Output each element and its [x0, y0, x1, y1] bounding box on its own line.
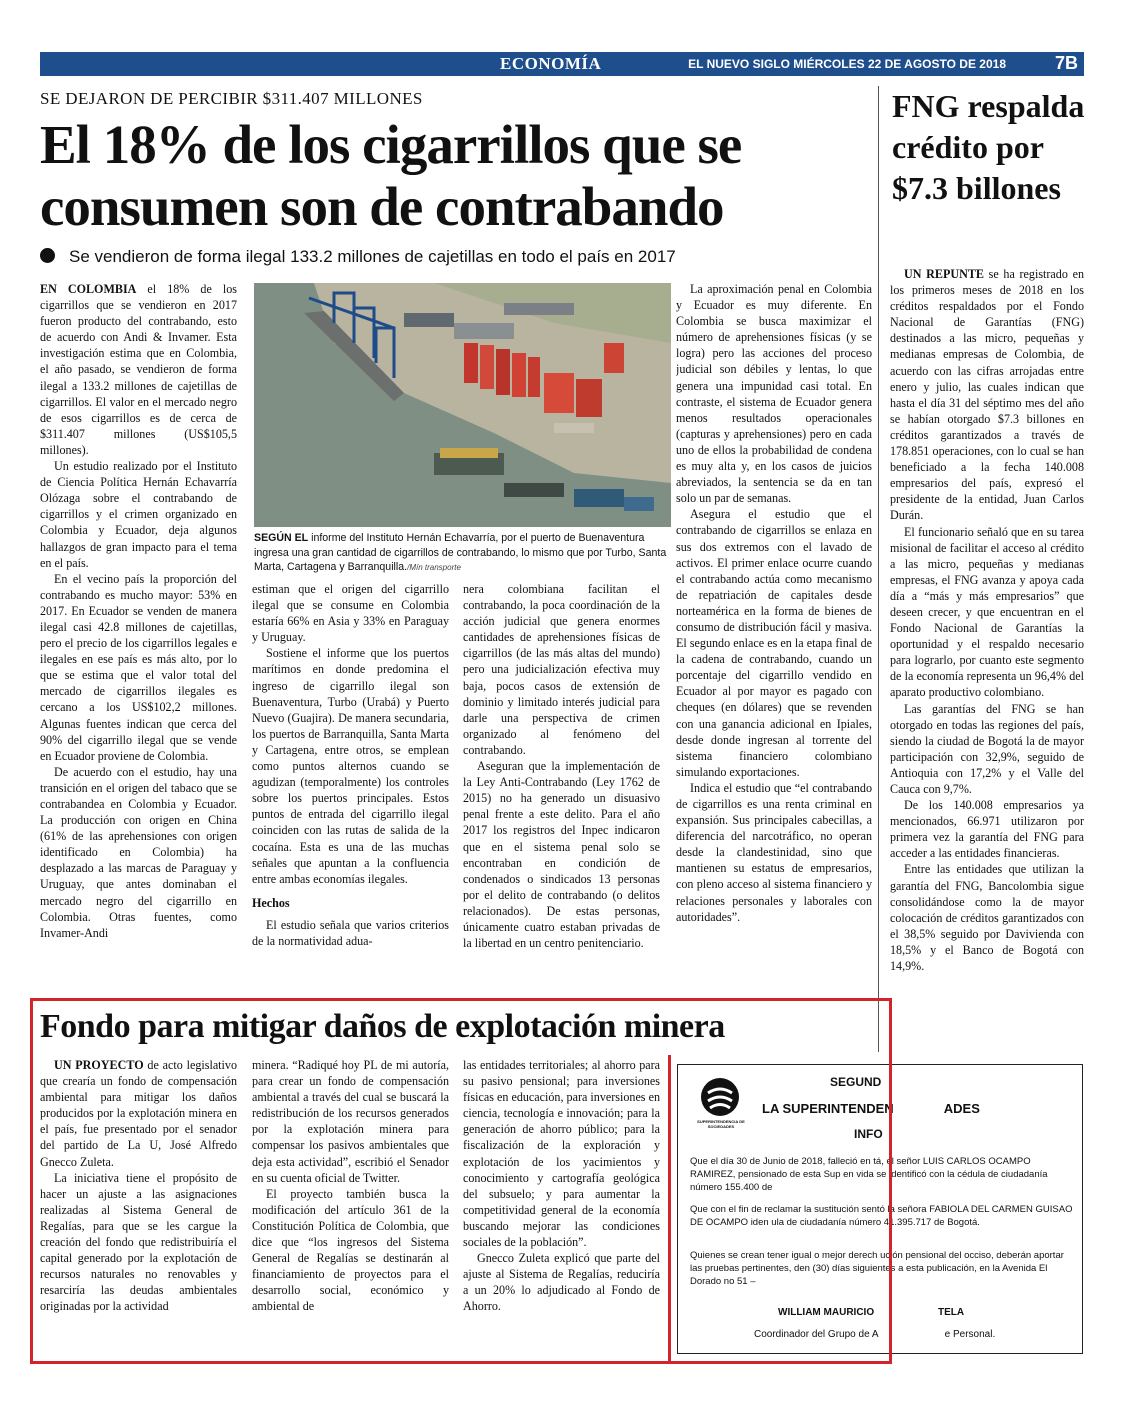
bullet-icon	[40, 248, 55, 263]
lead-in: EN COLOMBIA	[40, 282, 137, 296]
logo-text: SUPERINTENDENCIA DE SOCIEDADES	[697, 1119, 745, 1129]
article-column-1: EN COLOMBIA el 18% de los cigarrillos que se vendieron en 2017 fueron producto del contrabando, esto de acuerdo con Andi & Invamer. Esta investigación estima que en Colombia, el año pasado, se vendieron de forma ilegal a 133.2 millones de cajetillas de cigarrillos. El valor en el mercado negro de esos cigarrillos es de cerca de $311.407 millones (US$105,5 millones). Un estudio realizado por el Instituto de Ciencia Política Hernán Echavarría Olózaga sobre el contrabando de cigarrillos y el crimen organizado en Colombia y Ecuador, deja algunos hallazgos de gran impacto para el tema en el país. En el vecino país la proporción del contrabando es mucho mayor: 53% en 2017. En Ecuador se venden de manera ilegal casi 42.8 millones de cajetillas, pero el precio de los cigarrillos legales e ilegales en ese país es más alto, por lo que se estima que el valor total del mercado de cigarrillos ilegales es cercano a los US$102,2 millones. Algunas fuentes indican que cerca del 90% del cigarrillo ilegal que se vende en Ecuador proviene de Colombia. De acuerdo con el estudio, hay una transición en el origen del tabaco que se contrabandea en Colombia y Ecuador. La producción con origen en China (61% de las aprehensiones con origen identificado en Colombia) ha desplazado a las marcas de Paraguay y Uruguay, que antes dominaban el mercado negro del cigarrillo en Colombia. Otras fuentes, como Invamer-Andi	[40, 282, 237, 940]
ad-signature: WILLIAM MAURICIO TELA	[778, 1307, 965, 1318]
ad-line-3: INFO	[854, 1127, 883, 1141]
subsection-title: Hechos	[252, 895, 290, 910]
sidebar-headline: FNG respalda crédito por $7.3 billones	[892, 88, 1085, 206]
subhead	[40, 247, 676, 267]
ad-paragraph-3: Quienes se crean tener igual o mejor derech ución pensional del occiso, deberán aportar las pruebas pertinentes, den (30) días siguientes a esta publicación, en la Avenida El Dorado no 51 –	[690, 1250, 1064, 1287]
highlight-box-inner-edge	[668, 1055, 892, 1364]
caption-lead: SEGÚN EL	[254, 532, 309, 544]
photo-credit: /Mín transporte	[407, 563, 461, 573]
ad-line-1: SEGUND	[830, 1075, 882, 1089]
ad-line-2: LA SUPERINTENDEN ADES	[762, 1101, 980, 1116]
port-photo	[254, 283, 671, 527]
fondo-column-2: minera. “Radiqué hoy PL de mi autoría, para crear un fondo de compensación ambiental a través del cual se buscará la redistribución de los recursos generados por la explotación minera para compensar los pasivos ambientales que deja esta actividad”, escribió el Senador en su cuenta oficial de Twitter. El proyecto también busca la modificación del artículo 361 de la Constitución Política de Colombia, que dice que “los ingresos del Sistema General de Regalías se destinarán al financiamiento de proyectos para el desarrollo social, económico y ambiental de	[252, 1058, 449, 1314]
fondo-lead-in: UN PROYECTO	[54, 1058, 144, 1072]
fondo-column-1: UN PROYECTO de acto legislativo que crearía un fondo de compensación ambiental para mitigar los daños producidos por la explotación minera en el país, fue presentado por el senador del partido de La U, José Alfredo Gnecco Zuleta. La iniciativa tiene el propósito de hacer un ajuste a las asignaciones realizadas al Sistema General de Regalías, para que se les cargue la creación del fondo que redistribuiría el capital generado por la explotación de recursos naturales no renovables y resarciría las deudas ambientales originadas por la actividad	[40, 1058, 237, 1314]
article-column-3: nera colombiana facilitan el contrabando, la poca coordinación de la acción judicial que genera enormes cantidades de aprehensiones físicas de cigarrillos (de las más altas del mundo) pero una judicialización efectiva muy baja, pocos casos de extensión de dominio y limitado interés judicial para darle una perspectiva de crimen organizado al fenómeno del contrabando. Aseguran que la implementación de la Ley Anti-Contrabando (Ley 1762 de 2015) no ha generado un disuasivo penal frente a este delito. Para el año 2017 los registros del Inpec indicaron que en el sistema penal solo se encontraban en condición de condenados o sindicados 13 personas por el delito de contrabando (o delitos relacionados). De estas personas, únicamente cuatro estaban privadas de la libertad en un centro penitenciario.	[463, 582, 660, 951]
ad-paragraph-2: Que con el fin de reclamar la sustitución sentó la señora FABIOLA DEL CARMEN GUISAO DE OCAMPO iden ula de ciudadanía número 41.395.717 de Bogotá.	[690, 1204, 1073, 1228]
subhead-text: Se vendieron de forma ilegal 133.2 millones de cajetillas en todo el país en 2017	[69, 247, 676, 266]
sidebar-article: UN REPUNTE se ha registrado en los primeros meses de 2018 en los créditos respaldados por el Fondo Nacional de Garantías (FNG) destinados a las micro, pequeñas y medianas empresas de Colombia, de acuerdo con las cifras arrojadas entre enero y julio, las cuales indican que hasta el día 31 del séptimo mes del año se habían otorgado $7.3 billones en créditos garantizados a través de 178.851 operaciones, con lo cual se han beneficiado a la fecha 140.008 empresarios del país, expresó el presidente de la entidad, Juan Carlos Durán. El funcionario señaló que en su tarea misional de facilitar el acceso al crédito a las micro, pequeñas y medianas empresas, el FNG avanza y apoya cada día a “más y más empresarios” que deseen crecer, y que encuentran en el Fondo Nacional de Garantías la oportunidad y el respaldo necesario para lograrlo, por cuanto este segmento de la economía representa un 96,4% del aparato productivo colombiano. Las garantías del FNG se han otorgado en todas las regiones del país, siendo la ciudad de Bogotá la de mayor participación con 32,9%, seguido de Antioquia con 17,2% y el Valle del Cauca con 9,7%. De los 140.008 empresarios ya mencionados, 66.971 utilizaron por primera vez la garantía del FNG para acceder a las entidades financieras. Entre las entidades que utilizan la garantía del FNG, Bancolombia sigue consolidándose como la de mayor colocación de créditos garantizados con el 38,5% seguido por Davivienda con 18,5% y el Banco de Bogotá con 14,9%.	[890, 267, 1084, 974]
masthead-bar	[40, 52, 1084, 76]
section-name: ECONOMÍA	[500, 54, 602, 73]
ad-signature-role: Coordinador del Grupo de A e Personal.	[754, 1329, 996, 1340]
fondo-headline: Fondo para mitigar daños de explotación minera	[40, 1008, 725, 1045]
kicker: SE DEJARON DE PERCIBIR $311.407 MILLONES	[40, 89, 423, 108]
fondo-column-3: las entidades territoriales; al ahorro para su pasivo pensional; para inversiones físicas en educación, para inversiones en ciencia, tecnología e innovación; para la generación de ahorro público; para la fiscalización de la exploración y explotación de los yacimientos y conocimiento y cartografía geológica del subsuelo; y para aumentar la competitividad general de la economía buscando mejorar las condiciones sociales de la población”. Gnecco Zuleta explicó que parte del ajuste al Sistema de Regalías, reduciría a un 20% lo adjudicado al Fondo de Ahorro.	[463, 1058, 660, 1314]
column-divider	[878, 86, 879, 1052]
page-number: 7B	[1054, 53, 1078, 73]
main-headline: El 18% de los cigarrillos que se consumen son de contrabando	[40, 114, 742, 237]
article-column-2: estiman que el origen del cigarrillo ilegal que se consume en Colombia estaría 66% en Asia y 33% en Paraguay y Uruguay. Sostiene el informe que los puertos marítimos en donde predomina el ingreso de cigarrillo ilegal son Buenaventura, Turbo (Urabá) y Puerto Nuevo (Guajira). De manera secundaria, los puertos de Barranquilla, Santa Marta y Cartagena, entre otros, se emplean como puntos alternos cuando se agudizan (temporalmente) los controles sobre los puertos principales. Estos puntos de entrada del cigarrillo ilegal coinciden con las rutas de salida de la cocaína. Esta es una de las muchas señales que apuntan a la confluencia entre ambas economías ilegales. Hechos El estudio señala que varios criterios de la normatividad adua-	[252, 582, 449, 948]
issue-date: EL NUEVO SIGLO MIÉRCOLES 22 DE AGOSTO DE 2018	[688, 57, 1006, 71]
article-column-4: La aproximación penal en Colombia y Ecuador es muy diferente. En Colombia se busca maximizar el número de aprehensiones físicas (y se logra) pero las acciones del proceso judicial son débiles y lentas, lo que genera una impunidad casi total. En contraste, el sistema de Ecuador genera menos resultados operacionales (capturas y aprehensiones) pero en cada uno de ellos la probabilidad de condena es muy alta y, en los casos de juicios abreviados, la sentencia se da en tan solo un par de semanas. Asegura el estudio que el contrabando de cigarrillos se enlaza en sus dos extremos con el lavado de activos. El primer enlace ocurre cuando el contrabando actúa como mecanismo de repatriación de capitales desde norteamérica en la forma de bienes de consumo de distribución fácil y masiva. El segundo enlace es en la etapa final de la cadena de contrabando, cuando un porcentaje del cigarrillo vendido en Ecuador al por mayor es pagado con cheques (en dólares) que se revenden con una ganancia adicional en Ipiales, desde donde ingresan al torrente del sistema financiero colombiano simulando exportaciones. Indica el estudio que “el contrabando de cigarrillos es una renta criminal en expansión. Sus principales cabecillas, a diferencia del narcotráfico, no operan desde la clandestinidad, sino que mantienen su estatus de empresarios, con pleno acceso al sistema financiero y relaciones personales y laborales con autoridades”.	[676, 282, 872, 924]
sidebar-lead-in: UN REPUNTE	[904, 267, 984, 281]
ad-paragraph-1: Que el día 30 de Junio de 2018, falleció en tá, el señor LUIS CARLOS OCAMPO RAMIREZ, pensionado de esta Sup en vida se identificó con la cédula de ciudadanía número 155.400 de	[690, 1156, 1048, 1193]
photo-caption: SEGÚN EL informe del Instituto Hernán Echavarría, por el puerto de Buenaventura ingresa una gran cantidad de cigarrillos de contrabando, lo mismo que por Turbo, Santa Marta, Cartagena y Barranquilla./Mín transporte	[254, 532, 667, 574]
